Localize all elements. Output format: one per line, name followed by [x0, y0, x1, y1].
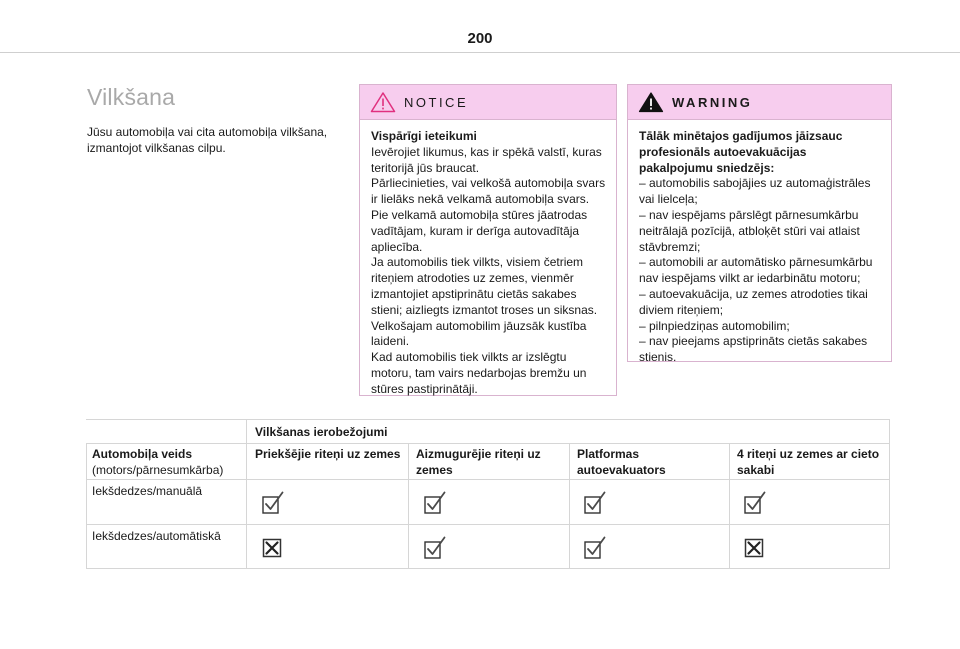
- table-rule: [86, 419, 890, 420]
- row-label-automatic: Iekšdedzes/automātiskā: [92, 529, 221, 543]
- table-header-four-wheels: 4 riteņi uz zemes ar cieto sakabi: [737, 447, 880, 477]
- table-rule: [569, 443, 570, 569]
- notice-line: Kad automobilis tiek vilkts ar izslēgtu motoru, tam vairs nedarbojas bremžu un stūres pastiprinātāji.: [371, 350, 587, 396]
- table-rule: [86, 443, 890, 444]
- notice-line: Pie velkamā automobiļa stūres jāatrodas vadītājam, kuram ir derīga autovadītāja apliecība.: [371, 207, 588, 254]
- table-header-vehicle-type: [92, 446, 242, 478]
- notice-heading: Vispārīgi ieteikumi: [371, 129, 477, 143]
- warning-label: WARNING: [672, 95, 753, 110]
- section-title: Vilkšana: [87, 84, 176, 110]
- notice-box: [359, 84, 617, 396]
- notice-line: Ievērojiet likumus, kas ir spēkā valstī, kuras teritorijā jūs braucat.: [371, 144, 602, 175]
- cross-box-icon: [262, 536, 284, 560]
- notice-line: Pārliecinieties, vai velkošā automobiļa svars ir lielāks nekā velkamā automobiļa svars.: [371, 176, 606, 207]
- table-rule: [246, 419, 247, 569]
- warning-line: – autoevakuācija, uz zemes atrodoties tikai diviem riteņiem;: [639, 286, 868, 317]
- table-rule: [86, 443, 87, 569]
- table-rule: [889, 419, 890, 569]
- warning-line: – nav pieejams apstiprināts cietās sakabes stienis.: [639, 334, 868, 365]
- warning-box: [627, 84, 892, 365]
- section-intro-text: Jūsu automobiļa vai cita automobiļa vilkšana, izmantojot vilkšanas cilpu.: [87, 125, 328, 155]
- warning-triangle-filled-icon: [638, 91, 664, 113]
- checkmark-box-icon: [744, 491, 766, 515]
- warning-header: [628, 85, 891, 120]
- checkmark-box-icon: [424, 536, 446, 560]
- table-rule: [729, 443, 730, 569]
- table-rule: [86, 568, 890, 569]
- vehicle-type-sublabel: (motors/pārnesumkārba): [92, 463, 224, 477]
- notice-line: Velkošajam automobilim jāuzsāk kustība laideni.: [371, 318, 587, 349]
- warning-line: – nav iespējams pārslēgt pārnesumkārbu neitrālajā pozīcijā, atbloķēt stūri vai atlaist stāvbremzi;: [639, 207, 860, 254]
- warning-line: – automobilis sabojājies uz automaģistrāles vai lielceļa;: [639, 176, 871, 207]
- table-header-flatbed: Platformas autoevakuators: [577, 447, 666, 477]
- checkmark-box-icon: [262, 491, 284, 515]
- checkmark-box-icon: [584, 491, 606, 515]
- table-rule: [86, 524, 890, 525]
- section-intro: [87, 84, 345, 156]
- cross-box-icon: [744, 536, 766, 560]
- table-header-front-wheels: Priekšējie riteņi uz zemes: [255, 447, 401, 461]
- header-divider: [0, 52, 960, 53]
- table-rule: [86, 479, 890, 480]
- row-label-manual: Iekšdedzes/manuālā: [92, 484, 203, 498]
- warning-line: – pilnpiedziņas automobilim;: [639, 318, 790, 333]
- notice-header: [360, 85, 616, 120]
- notice-body: [360, 120, 616, 406]
- table-rule: [408, 443, 409, 569]
- checkmark-box-icon: [424, 491, 446, 515]
- warning-heading: Tālāk minētajos gadījumos jāizsauc profesionāls autoevakuācijas pakalpojumu sniedzējs:: [639, 129, 843, 175]
- warning-body: [628, 120, 891, 374]
- towing-restrictions-table: [86, 419, 890, 569]
- checkmark-box-icon: [584, 536, 606, 560]
- notice-label: NOTICE: [404, 95, 469, 110]
- notice-line: Ja automobilis tiek vilkts, visiem četriem riteņiem atrodoties uz zemes, vienmēr izmantojiet apstiprinātu cietās sakabes stieni; aizliegts izmantot troses un siksnas.: [371, 255, 598, 317]
- vehicle-type-label: Automobiļa veids: [92, 447, 193, 461]
- warning-triangle-outline-icon: [370, 91, 396, 113]
- table-header-rear-wheels: Aizmugurējie riteņi uz zemes: [416, 447, 541, 477]
- warning-line: – automobili ar automātisko pārnesumkārbu nav iespējams vilkt ar iedarbinātu motoru;: [639, 255, 873, 286]
- page-number: 200: [467, 30, 493, 47]
- table-title: Vilkšanas ierobežojumi: [255, 425, 388, 439]
